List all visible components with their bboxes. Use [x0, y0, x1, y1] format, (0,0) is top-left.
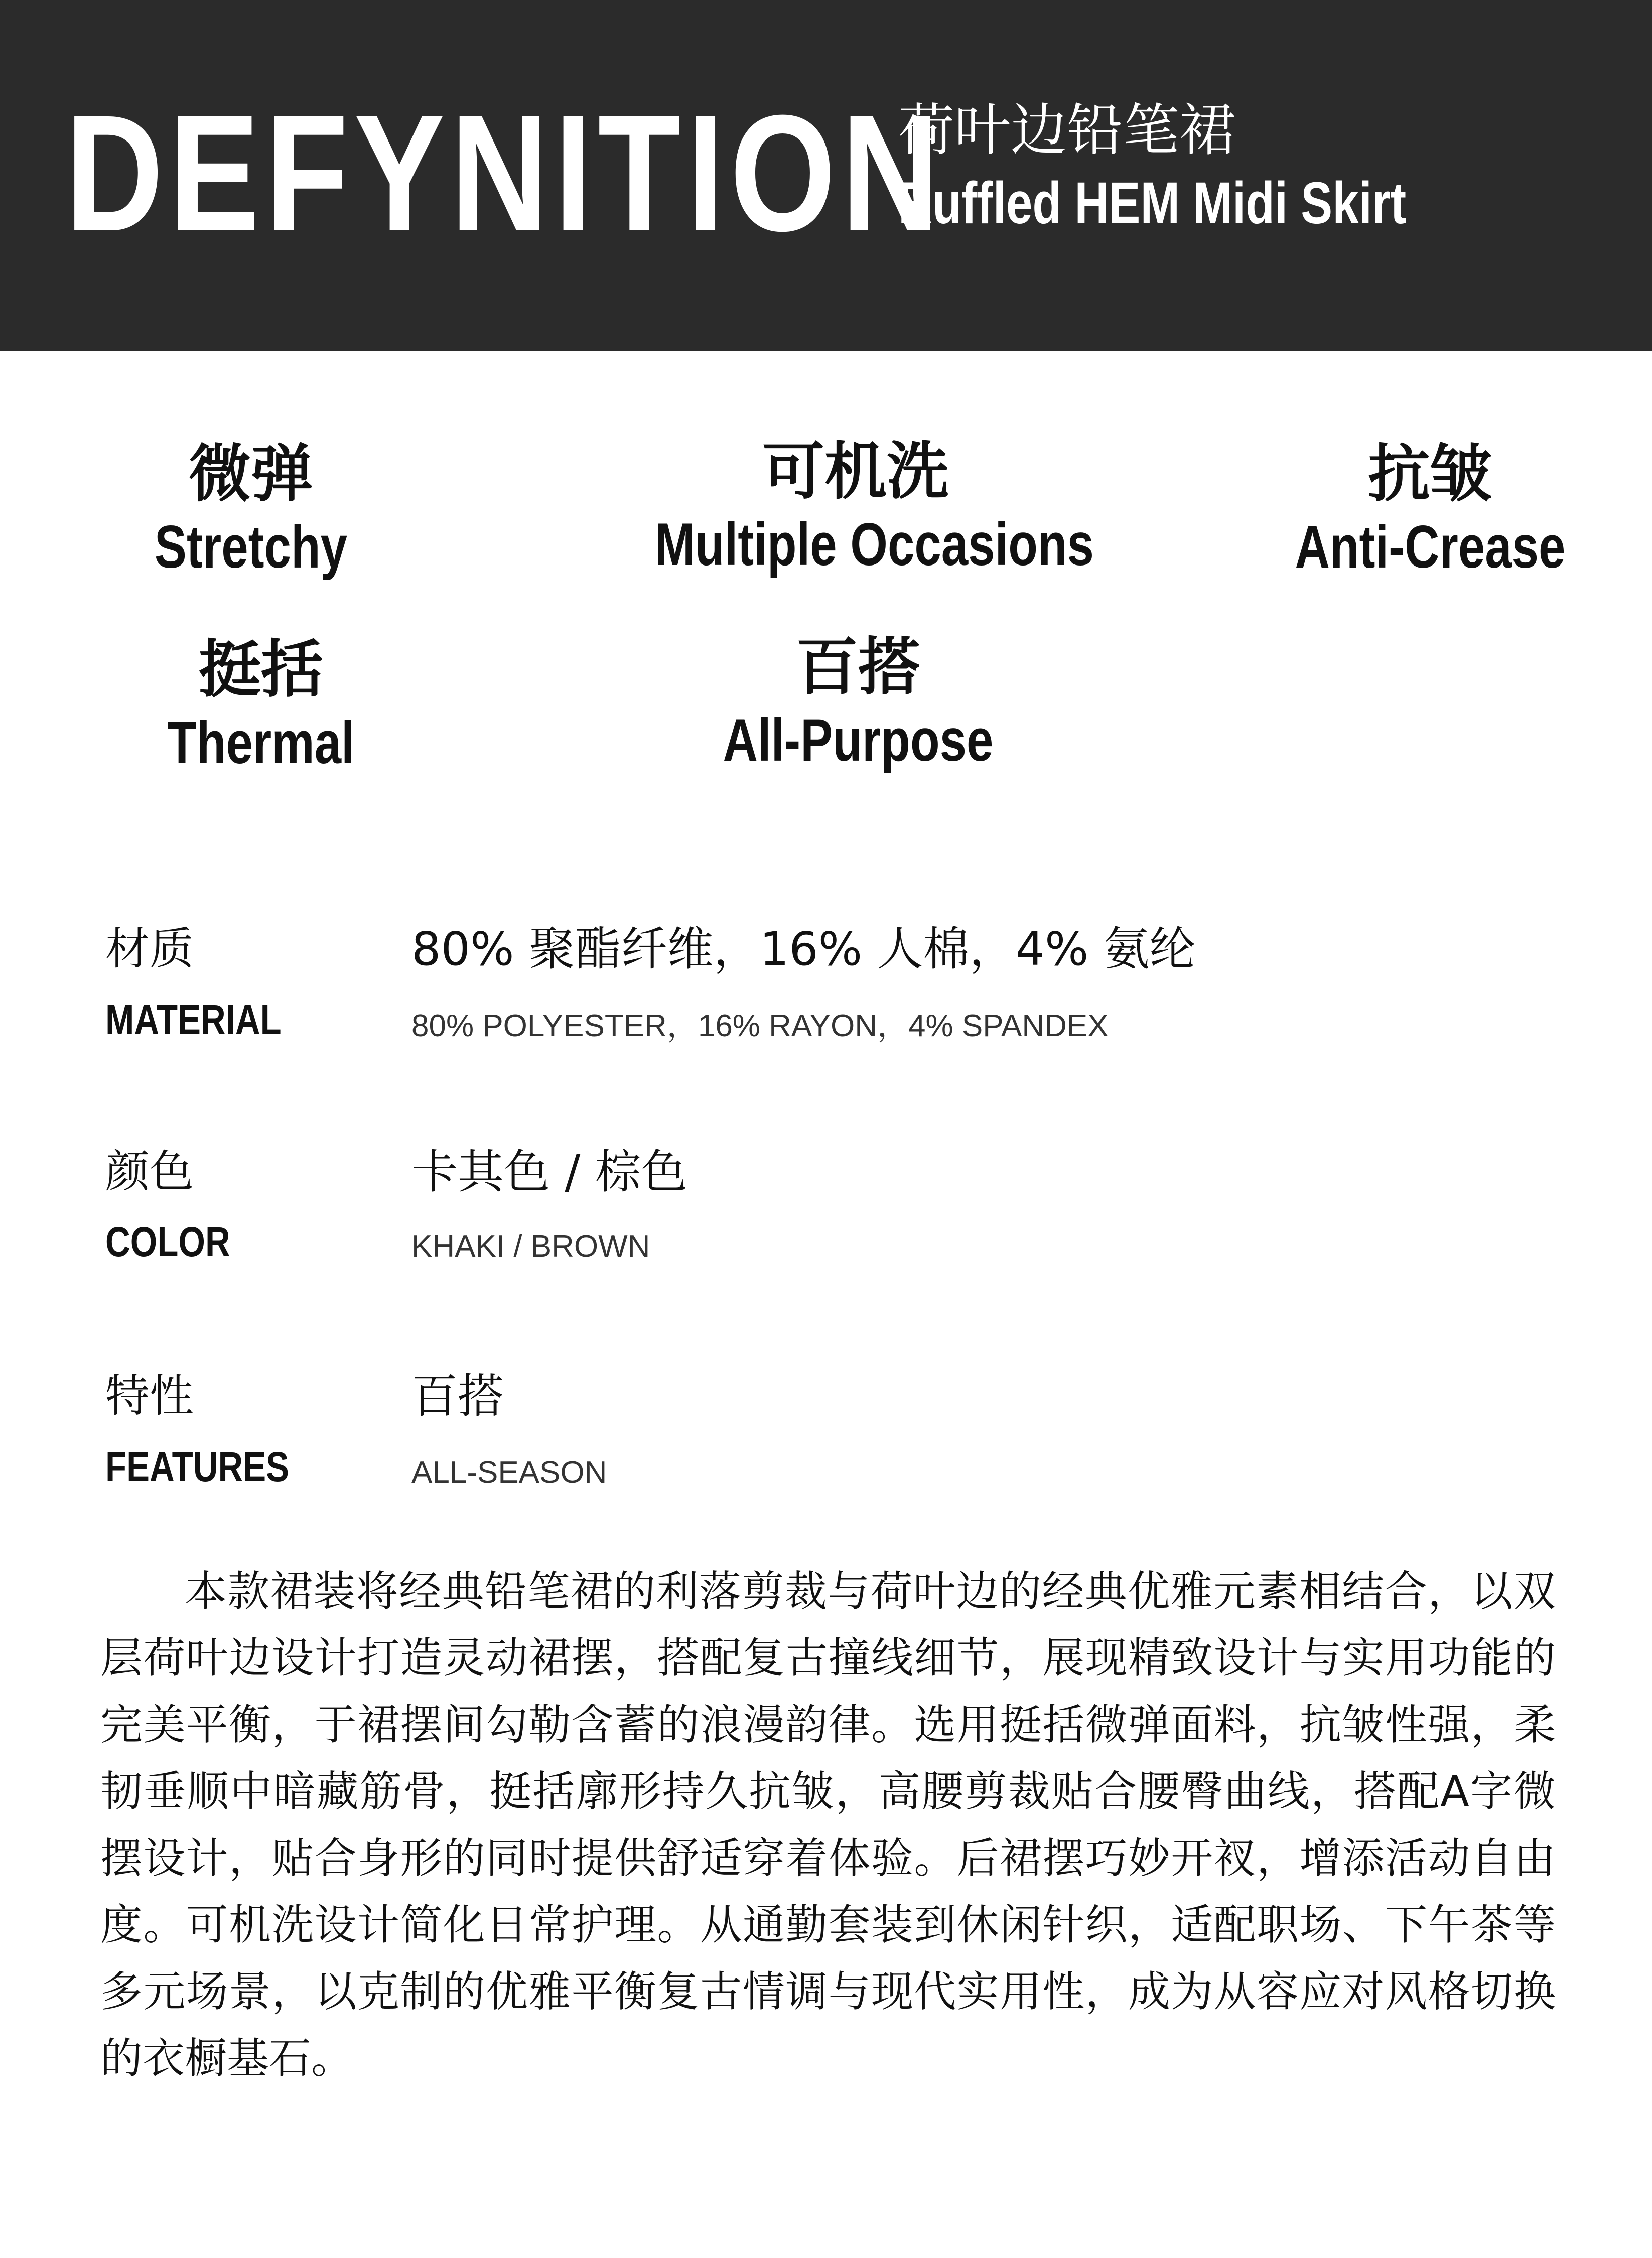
spec-label-features-en: FEATURES [105, 1443, 290, 1490]
feature-washable [605, 434, 1107, 580]
feature-label-en: Multiple Occasions [655, 511, 1094, 578]
spec-label-material-cn: 材质 [105, 923, 194, 974]
feature-label-cn: 抗皱 [1367, 438, 1492, 510]
spec-value-color-en: KHAKI / BROWN [411, 1229, 650, 1264]
spec-value-color-cn: 卡其色 / 棕色 [411, 1145, 687, 1199]
header-banner [0, 0, 1652, 351]
product-description: 本款裙装将经典铅笔裙的利落剪裁与荷叶边的经典优雅元素相结合，以双层荷叶边设计打造灵动裙摆，搭配复古撞线细节，展现精致设计与实用功能的完美平衡，于裙摆间勾勒含蓄的浪漫韵律。选用挺括微弹面料，抗皱性强，柔韧垂顺中暗藏筋骨，挺括廓形持久抗皱，高腰剪裁贴合腰臀曲线，搭配A字微摆设计，贴合身形的同时提供舒适穿着体验。后裙摆巧妙开衩，增添活动自由度。可机洗设计简化日常护理。从通勤套装到休闲针织，适配职场、下午茶等多元场景，以克制的优雅平衡复古情调与现代实用性，成为从容应对风格切换的衣橱基石。 [100, 1567, 1556, 2083]
spec-label-color-cn: 颜色 [105, 1146, 194, 1197]
feature-label-en: Thermal [167, 709, 355, 776]
feature-label-cn: 微弹 [188, 438, 313, 510]
spec-value-features-cn: 百搭 [411, 1369, 504, 1423]
feature-label-cn: 挺括 [198, 634, 323, 706]
feature-anti-crease [1179, 437, 1652, 582]
feature-label-en: Anti-Crease [1295, 513, 1566, 581]
brand-logo: DEFYNITION [65, 80, 945, 265]
spec-label-features-cn: 特性 [105, 1370, 194, 1422]
spec-label-material-en: MATERIAL [105, 996, 282, 1043]
product-title-en: Ruffled HEM Midi Skirt [898, 170, 1407, 236]
spec-value-material-en: 80% POLYESTER，16% RAYON，4% SPANDEX [411, 1009, 1109, 1043]
feature-label-en: Stretchy [154, 513, 348, 581]
feature-label-cn: 百搭 [795, 631, 920, 703]
spec-value-material-cn: 80% 聚酯纤维，16% 人棉，4% 氨纶 [411, 922, 1196, 976]
feature-label-en: All-Purpose [723, 707, 994, 774]
product-title-cn: 荷叶边铅笔裙 [898, 98, 1235, 163]
feature-thermal [10, 632, 512, 778]
feature-label-cn: 可机洗 [762, 436, 949, 508]
spec-label-color-en: COLOR [105, 1218, 230, 1265]
feature-all-purpose [607, 630, 1109, 775]
spec-value-features-en: ALL-SEASON [411, 1455, 607, 1490]
feature-stretchy [0, 437, 502, 582]
